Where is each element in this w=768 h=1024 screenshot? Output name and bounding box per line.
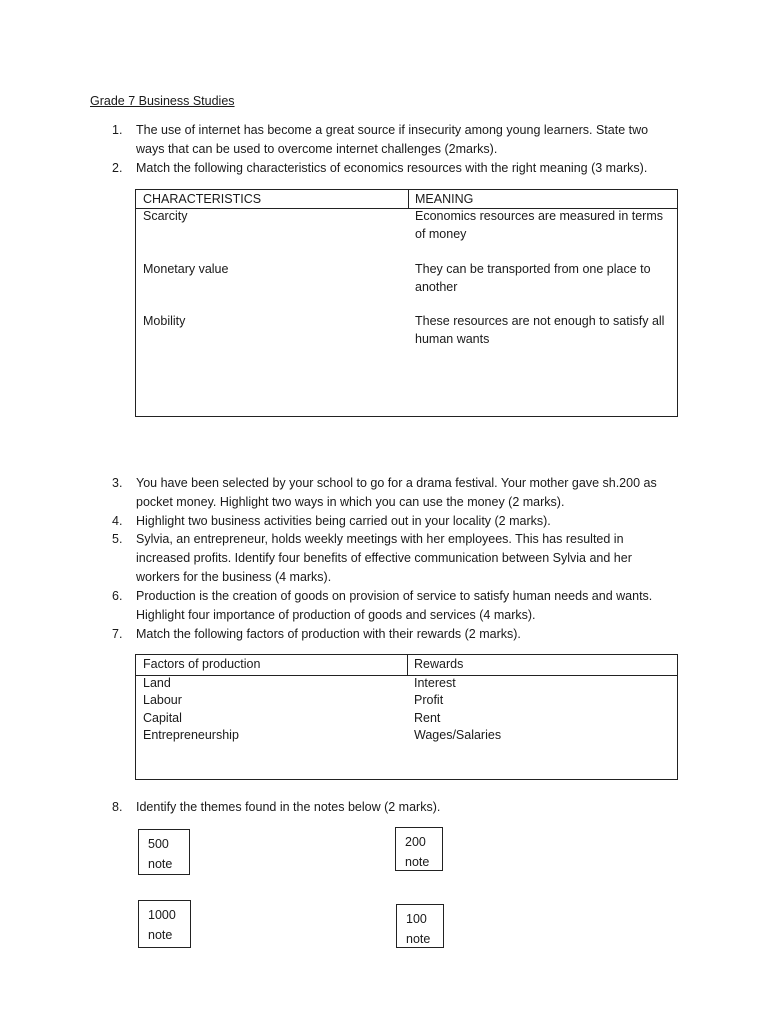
question-number: 8. — [112, 800, 123, 814]
question-number: 4. — [112, 514, 123, 528]
note-box-100 — [396, 904, 444, 948]
table-cell: They can be transported from one place to another — [415, 262, 651, 294]
table-header-cell: Factors of production — [143, 657, 261, 671]
table-header-cell: CHARACTERISTICS — [143, 192, 262, 206]
question-text: Sylvia, an entrepreneur, holds weekly meetings with her employees. This has resulted in increased profits. Identify four benefits of effective communication between Sylvia and her workers for the business (4 marks). — [136, 532, 632, 584]
note-label: note — [405, 855, 430, 869]
characteristics-table — [135, 189, 678, 417]
note-box-500 — [138, 829, 190, 875]
table-cell: Profit — [414, 693, 444, 707]
table-cell: Capital — [143, 711, 182, 725]
note-amount: 100 — [406, 912, 427, 926]
question-number: 2. — [112, 161, 123, 175]
question-number: 1. — [112, 123, 123, 137]
table-cell: Scarcity — [143, 209, 188, 223]
table-cell: Labour — [143, 693, 182, 707]
column-divider — [408, 190, 409, 208]
note-label: note — [148, 857, 173, 871]
question-text: You have been selected by your school to go for a drama festival. Your mother gave sh.200 as pocket money. Highlight two ways in which you can use the money (2 marks). — [136, 476, 657, 509]
table-cell: Rent — [414, 711, 441, 725]
table-cell: Monetary value — [143, 262, 229, 276]
table-cell: Land — [143, 676, 171, 690]
question-text: The use of internet has become a great source if insecurity among young learners. State two ways that can be used to overcome internet challenges (2marks). — [136, 123, 649, 156]
table-cell: Mobility — [143, 314, 186, 328]
question-number: 6. — [112, 589, 123, 603]
question-text: Production is the creation of goods on provision of service to satisfy human needs and wants. Highlight four importance of production of goods and services (4 marks). — [136, 589, 653, 622]
question-number: 3. — [112, 476, 123, 490]
note-amount: 500 — [148, 837, 169, 851]
page-title: Grade 7 Business Studies — [90, 94, 235, 108]
table-cell: Entrepreneurship — [143, 728, 239, 742]
question-text: Match the following factors of production with their rewards (2 marks). — [136, 627, 521, 641]
table-cell: Wages/Salaries — [414, 728, 502, 742]
question-text: Highlight two business activities being carried out in your locality (2 marks). — [136, 514, 551, 528]
table-header-cell: MEANING — [415, 192, 474, 206]
note-amount: 1000 — [148, 908, 176, 922]
question-number: 7. — [112, 627, 123, 641]
table-cell: These resources are not enough to satisfy all human wants — [415, 314, 665, 346]
table-header-cell: Rewards — [414, 657, 464, 671]
column-divider — [407, 655, 408, 675]
question-number: 5. — [112, 532, 123, 546]
question-text: Match the following characteristics of economics resources with the right meaning (3 marks). — [136, 161, 648, 175]
question-text: Identify the themes found in the notes below (2 marks). — [136, 800, 441, 814]
note-amount: 200 — [405, 835, 426, 849]
factors-table — [135, 654, 678, 780]
note-label: note — [148, 928, 173, 942]
table-cell: Economics resources are measured in terms of money — [415, 209, 664, 241]
note-box-200 — [395, 827, 443, 871]
note-label: note — [406, 932, 431, 946]
note-box-1000 — [138, 900, 191, 948]
table-cell: Interest — [414, 676, 456, 690]
